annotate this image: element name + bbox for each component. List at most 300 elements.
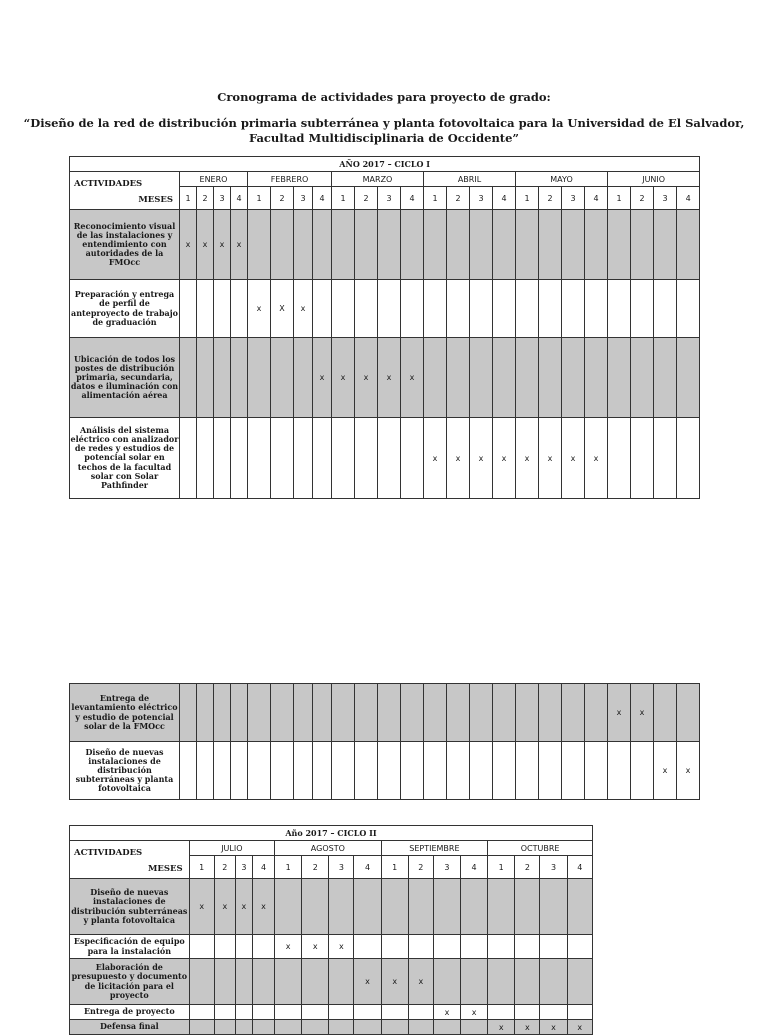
week-cell: x	[447, 418, 470, 499]
week-cell	[567, 879, 592, 935]
week-cell: x	[654, 742, 677, 800]
week-cell: x	[214, 879, 235, 935]
week-cell: x	[189, 879, 214, 935]
week-header: 1	[189, 856, 214, 879]
week-cell	[313, 684, 332, 742]
week-cell	[540, 935, 567, 959]
week-cell	[381, 1005, 408, 1020]
week-cell	[461, 1020, 488, 1035]
week-cell: x	[515, 1020, 540, 1035]
week-cell	[567, 935, 592, 959]
week-cell	[424, 684, 447, 742]
week-header: 2	[355, 187, 378, 210]
week-cell	[378, 280, 401, 338]
month-header: OCTUBRE	[488, 841, 593, 856]
week-cell	[608, 280, 631, 338]
project-title-line2: Facultad Multidisciplinaria de Occidente”	[248, 131, 520, 145]
week-header: 4	[231, 187, 248, 210]
week-header: 3	[235, 856, 252, 879]
week-cell	[631, 280, 654, 338]
week-cell	[231, 684, 248, 742]
week-cell	[585, 742, 608, 800]
month-header: SEPTIEMBRE	[381, 841, 488, 856]
week-cell: x	[381, 959, 408, 1005]
header-corner	[70, 841, 190, 879]
week-cell	[355, 684, 378, 742]
week-header: 2	[408, 856, 433, 879]
week-cell	[585, 280, 608, 338]
week-cell	[516, 210, 539, 280]
week-cell	[271, 338, 294, 418]
week-cell	[488, 879, 515, 935]
week-cell	[433, 935, 460, 959]
week-cell: x	[539, 418, 562, 499]
week-cell	[189, 1020, 214, 1035]
week-header: 4	[252, 856, 274, 879]
week-header: 1	[608, 187, 631, 210]
activity-row	[70, 280, 700, 338]
week-cell	[493, 210, 516, 280]
week-cell	[540, 1005, 567, 1020]
week-cell	[447, 742, 470, 800]
week-cell	[235, 959, 252, 1005]
week-cell	[378, 684, 401, 742]
activity-name: Preparación y entrega de perfil de anteproyecto de trabajo de graduación	[70, 280, 180, 338]
month-header: JULIO	[189, 841, 274, 856]
activity-name: Ubicación de todos los postes de distribución primaria, secundaria, datos e iluminación con alimentación aérea	[70, 338, 180, 418]
week-cell	[447, 338, 470, 418]
week-cell	[461, 935, 488, 959]
week-cell	[488, 1005, 515, 1020]
week-cell	[562, 210, 585, 280]
activity-row	[70, 1020, 593, 1035]
week-cell	[235, 1005, 252, 1020]
week-cell	[248, 210, 271, 280]
week-cell	[539, 684, 562, 742]
week-cell	[252, 959, 274, 1005]
week-cell	[252, 1005, 274, 1020]
week-cell	[447, 280, 470, 338]
week-cell	[654, 338, 677, 418]
week-cell	[516, 684, 539, 742]
week-cell: x	[608, 684, 631, 742]
week-header: 4	[585, 187, 608, 210]
week-cell	[294, 684, 313, 742]
week-cell: x	[461, 1005, 488, 1020]
week-cell: x	[567, 1020, 592, 1035]
week-cell	[608, 210, 631, 280]
week-header: 2	[515, 856, 540, 879]
week-cell	[313, 210, 332, 280]
week-cell: x	[424, 418, 447, 499]
week-header: 2	[197, 187, 214, 210]
week-cell	[180, 338, 197, 418]
activity-row	[70, 418, 700, 499]
week-header: 3	[540, 856, 567, 879]
week-cell	[461, 879, 488, 935]
activity-name: Reconocimiento visual de las instalaciones y entendimiento con autoridades de la FMOcc	[70, 210, 180, 280]
week-cell: x	[235, 879, 252, 935]
week-cell: x	[540, 1020, 567, 1035]
week-cell	[654, 418, 677, 499]
week-cell	[354, 1020, 381, 1035]
month-header: ENERO	[180, 172, 248, 187]
project-title-line1: “Diseño de la red de distribución primaria subterránea y planta fotovoltaica para la Universidad de El Salvador,	[23, 116, 745, 130]
week-cell	[252, 935, 274, 959]
week-cell	[654, 280, 677, 338]
activity-row	[70, 879, 593, 935]
week-header: 4	[401, 187, 424, 210]
month-header: FEBRERO	[248, 172, 332, 187]
document-title: Cronograma de actividades para proyecto de grado:	[217, 90, 551, 104]
week-cell	[302, 879, 329, 935]
week-cell	[271, 742, 294, 800]
week-cell	[271, 210, 294, 280]
week-cell	[654, 210, 677, 280]
week-cell	[677, 280, 700, 338]
activity-name: Entrega de proyecto	[70, 1005, 190, 1020]
activity-name: Entrega de levantamiento eléctrico y estudio de potencial solar de la FMOcc	[70, 684, 180, 742]
week-cell	[214, 418, 231, 499]
activity-name: Defensa final	[70, 1020, 190, 1035]
week-cell	[447, 684, 470, 742]
week-cell	[408, 935, 433, 959]
week-cell	[231, 338, 248, 418]
month-header: MAYO	[516, 172, 608, 187]
week-cell: x	[329, 935, 354, 959]
week-cell	[631, 338, 654, 418]
week-cell	[433, 879, 460, 935]
week-header: 3	[214, 187, 231, 210]
week-cell	[271, 418, 294, 499]
week-cell: x	[294, 280, 313, 338]
week-cell	[214, 280, 231, 338]
week-cell	[332, 280, 355, 338]
week-cell	[540, 959, 567, 1005]
week-cell: x	[493, 418, 516, 499]
week-header: 3	[470, 187, 493, 210]
week-cell	[654, 684, 677, 742]
week-cell	[585, 210, 608, 280]
week-cell	[302, 1020, 329, 1035]
week-header: 4	[567, 856, 592, 879]
week-header: 3	[433, 856, 460, 879]
week-cell	[248, 742, 271, 800]
week-cell: x	[488, 1020, 515, 1035]
week-cell	[378, 418, 401, 499]
week-cell: x	[302, 935, 329, 959]
week-cell	[354, 1005, 381, 1020]
week-header: 2	[447, 187, 470, 210]
week-cell	[214, 338, 231, 418]
week-cell	[231, 418, 248, 499]
week-cell	[515, 1005, 540, 1020]
week-header: 4	[354, 856, 381, 879]
week-cell	[447, 210, 470, 280]
week-cell	[214, 935, 235, 959]
week-header: 2	[214, 856, 235, 879]
week-cell	[180, 742, 197, 800]
week-cell	[488, 935, 515, 959]
activity-row	[70, 742, 700, 800]
week-cell	[294, 338, 313, 418]
week-cell	[180, 418, 197, 499]
week-cell	[424, 280, 447, 338]
week-cell	[235, 935, 252, 959]
week-cell	[470, 684, 493, 742]
week-cell	[401, 210, 424, 280]
week-cell	[214, 684, 231, 742]
week-cell	[408, 1020, 433, 1035]
activity-name: Análisis del sistema eléctrico con analizador de redes y estudios de potencial solar en techos de la facultad solar con Solar Pathfinder	[70, 418, 180, 499]
week-header: 3	[329, 856, 354, 879]
week-cell	[424, 210, 447, 280]
week-header: 1	[424, 187, 447, 210]
meses-label: MESES	[138, 194, 173, 205]
week-cell	[515, 935, 540, 959]
activity-row	[70, 935, 593, 959]
week-cell: x	[433, 1005, 460, 1020]
week-cell	[488, 959, 515, 1005]
week-cell	[313, 280, 332, 338]
week-cell	[354, 935, 381, 959]
week-cell: x	[313, 338, 332, 418]
week-header: 1	[275, 856, 302, 879]
week-cell	[539, 338, 562, 418]
week-cell	[189, 1005, 214, 1020]
week-cell: x	[180, 210, 197, 280]
week-cell	[493, 684, 516, 742]
week-cell	[401, 418, 424, 499]
week-cell	[214, 1005, 235, 1020]
week-header: 1	[381, 856, 408, 879]
month-header: JUNIO	[608, 172, 700, 187]
week-cell	[608, 338, 631, 418]
activity-row	[70, 338, 700, 418]
week-cell: x	[562, 418, 585, 499]
week-cell	[461, 959, 488, 1005]
week-cell	[355, 742, 378, 800]
week-cell	[540, 879, 567, 935]
week-header: 1	[516, 187, 539, 210]
week-header: 2	[302, 856, 329, 879]
week-header: 2	[539, 187, 562, 210]
week-cell	[470, 338, 493, 418]
week-cell	[539, 742, 562, 800]
week-header: 1	[248, 187, 271, 210]
week-cell	[470, 280, 493, 338]
week-cell	[252, 1020, 274, 1035]
week-cell	[378, 210, 401, 280]
week-cell	[329, 1020, 354, 1035]
week-cell	[313, 418, 332, 499]
week-cell: x	[231, 210, 248, 280]
week-cell	[248, 418, 271, 499]
week-cell: x	[214, 210, 231, 280]
week-cell: x	[408, 959, 433, 1005]
week-cell	[294, 742, 313, 800]
week-cell	[355, 210, 378, 280]
actividades-label: ACTIVIDADES	[74, 178, 143, 189]
week-cell: x	[631, 684, 654, 742]
week-cell	[562, 742, 585, 800]
month-header: MARZO	[332, 172, 424, 187]
activity-name: Diseño de nuevas instalaciones de distribución subterráneas y planta fotovoltaica	[70, 742, 180, 800]
week-cell	[332, 418, 355, 499]
week-cell	[214, 959, 235, 1005]
week-cell	[585, 684, 608, 742]
week-cell	[275, 879, 302, 935]
week-cell: x	[378, 338, 401, 418]
week-cell: x	[197, 210, 214, 280]
week-header: 3	[562, 187, 585, 210]
week-cell	[275, 1005, 302, 1020]
activity-row	[70, 959, 593, 1005]
schedule-table-cycle-1	[69, 156, 700, 499]
week-cell: x	[275, 935, 302, 959]
week-header: 4	[461, 856, 488, 879]
week-cell	[515, 959, 540, 1005]
week-cell	[408, 879, 433, 935]
week-header: 1	[180, 187, 197, 210]
week-cell	[562, 338, 585, 418]
week-cell	[539, 280, 562, 338]
header-corner	[70, 172, 180, 210]
week-header: 4	[677, 187, 700, 210]
week-cell	[231, 742, 248, 800]
meses-label: MESES	[147, 863, 183, 874]
week-cell	[302, 959, 329, 1005]
week-cell	[294, 210, 313, 280]
week-cell	[381, 1020, 408, 1035]
week-header: 1	[332, 187, 355, 210]
week-cell: x	[355, 338, 378, 418]
week-cell	[197, 684, 214, 742]
week-cell	[271, 684, 294, 742]
month-header: ABRIL	[424, 172, 516, 187]
week-cell: x	[585, 418, 608, 499]
week-cell	[275, 959, 302, 1005]
week-cell	[424, 338, 447, 418]
week-cell	[332, 742, 355, 800]
week-cell: x	[252, 879, 274, 935]
week-header: 3	[654, 187, 677, 210]
week-cell	[302, 1005, 329, 1020]
week-cell	[378, 742, 401, 800]
week-cell	[248, 684, 271, 742]
schedule-table-cycle-1-continued	[69, 683, 700, 800]
week-cell	[214, 1020, 235, 1035]
week-cell	[408, 1005, 433, 1020]
week-cell	[515, 879, 540, 935]
week-cell	[424, 742, 447, 800]
week-cell	[355, 418, 378, 499]
week-cell	[493, 338, 516, 418]
week-cell	[381, 879, 408, 935]
activity-row	[70, 1005, 593, 1020]
week-header: 2	[631, 187, 654, 210]
week-cell	[275, 1020, 302, 1035]
week-cell	[189, 935, 214, 959]
week-cell	[631, 418, 654, 499]
week-cell	[355, 280, 378, 338]
week-cell	[470, 742, 493, 800]
week-cell	[332, 684, 355, 742]
week-cell	[401, 280, 424, 338]
week-header: 3	[294, 187, 313, 210]
week-cell	[516, 280, 539, 338]
week-cell	[631, 742, 654, 800]
week-cell	[354, 879, 381, 935]
week-cell	[677, 418, 700, 499]
week-cell	[433, 1020, 460, 1035]
week-cell	[329, 879, 354, 935]
week-cell: x	[248, 280, 271, 338]
year-header: AÑO 2017 – CICLO I	[70, 157, 700, 172]
week-cell	[567, 1005, 592, 1020]
week-cell	[677, 338, 700, 418]
week-cell	[677, 210, 700, 280]
week-cell	[197, 742, 214, 800]
week-cell	[401, 742, 424, 800]
week-cell	[197, 418, 214, 499]
week-header: 1	[488, 856, 515, 879]
week-cell: x	[332, 338, 355, 418]
week-cell	[214, 742, 231, 800]
week-cell	[470, 210, 493, 280]
week-cell	[248, 338, 271, 418]
week-header: 3	[378, 187, 401, 210]
week-cell: x	[470, 418, 493, 499]
week-cell	[313, 742, 332, 800]
week-cell	[608, 418, 631, 499]
week-cell	[516, 742, 539, 800]
week-cell	[539, 210, 562, 280]
week-cell	[231, 280, 248, 338]
week-cell	[608, 742, 631, 800]
activity-name: Diseño de nuevas instalaciones de distribución subterráneas y planta fotovoltaica	[70, 879, 190, 935]
month-header: AGOSTO	[275, 841, 382, 856]
week-cell	[332, 210, 355, 280]
year-header: Año 2017 – CICLO II	[70, 826, 593, 841]
schedule-table-cycle-2	[69, 825, 593, 1035]
actividades-label: ACTIVIDADES	[74, 847, 143, 858]
week-cell	[294, 418, 313, 499]
week-cell: x	[677, 742, 700, 800]
week-cell	[493, 742, 516, 800]
week-cell	[567, 959, 592, 1005]
week-cell: X	[271, 280, 294, 338]
week-cell: x	[354, 959, 381, 1005]
week-cell	[631, 210, 654, 280]
week-header: 4	[313, 187, 332, 210]
week-cell	[401, 684, 424, 742]
week-cell	[562, 684, 585, 742]
week-cell	[329, 1005, 354, 1020]
week-cell	[235, 1020, 252, 1035]
week-cell: x	[516, 418, 539, 499]
activity-row	[70, 210, 700, 280]
activity-row	[70, 684, 700, 742]
week-cell	[585, 338, 608, 418]
week-header: 4	[493, 187, 516, 210]
week-cell: x	[401, 338, 424, 418]
week-cell	[433, 959, 460, 1005]
activity-name: Especificación de equipo para la instalación	[70, 935, 190, 959]
week-header: 2	[271, 187, 294, 210]
week-cell	[329, 959, 354, 1005]
week-cell	[677, 684, 700, 742]
